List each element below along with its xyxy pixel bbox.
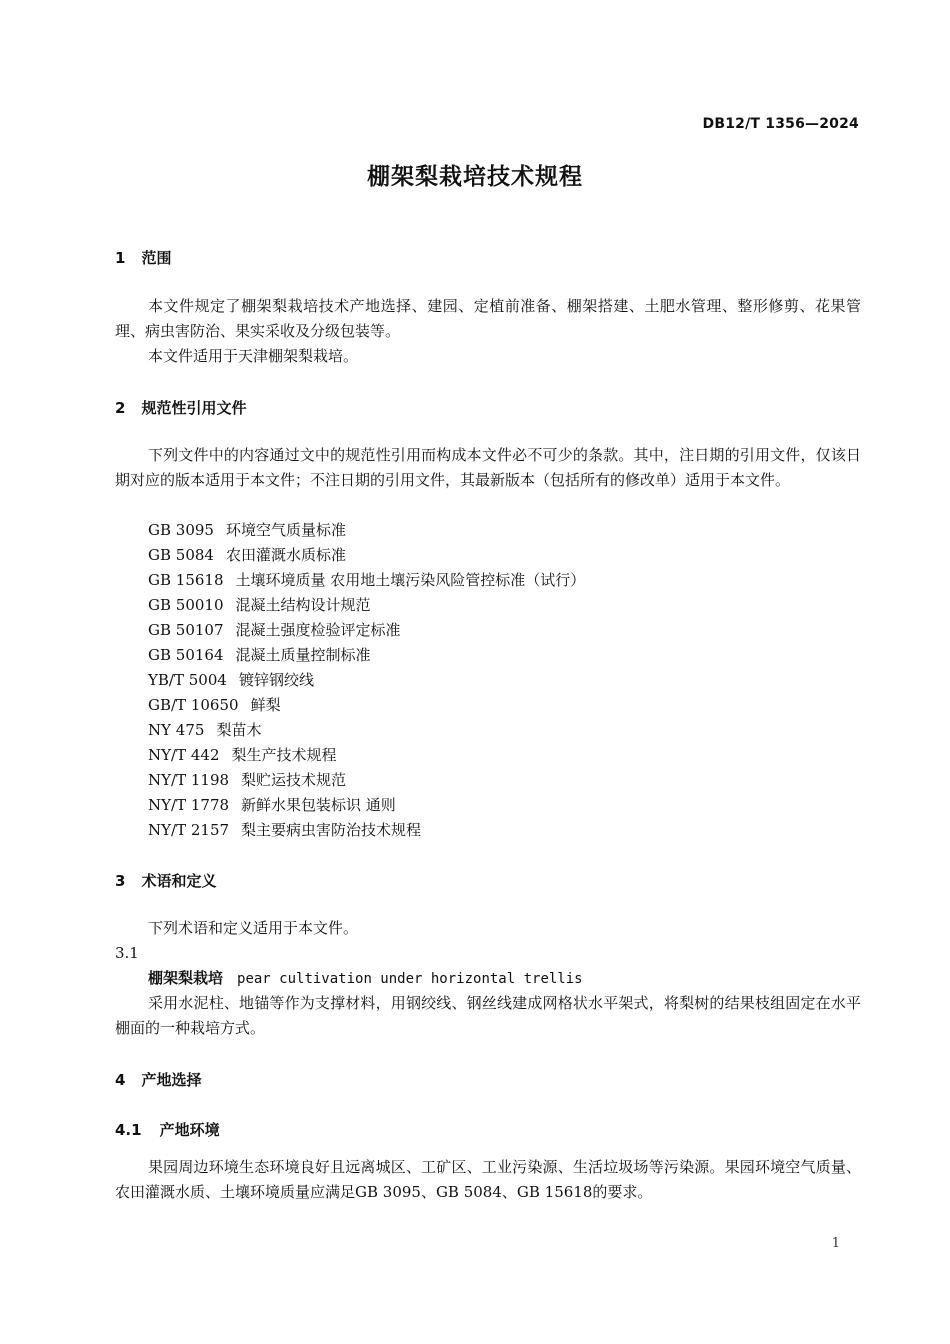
reference-name: 混凝土质量控制标准 [235, 646, 371, 664]
section-title: 范围 [141, 249, 172, 267]
reference-name: 混凝土结构设计规范 [235, 596, 371, 614]
terms-intro: 下列术语和定义适用于本文件。 [148, 919, 359, 937]
reference-name: 梨主要病虫害防治技术规程 [241, 821, 422, 839]
standard-code: DB12/T 1356—2024 [702, 116, 859, 132]
reference-name: 梨苗木 [216, 721, 262, 739]
document-title: 棚架梨栽培技术规程 [367, 164, 583, 190]
reference-code: YB/T 5004 [148, 671, 227, 689]
reference-item [148, 818, 585, 843]
reference-code: NY/T 1778 [148, 796, 230, 814]
subsection-number: 4.1 [115, 1121, 142, 1139]
section-number: 2 [115, 399, 126, 417]
clause-number: 3.1 [115, 944, 139, 962]
reference-name: 梨生产技术规程 [231, 746, 337, 764]
reference-code: GB 50164 [148, 646, 224, 664]
reference-item [148, 793, 585, 818]
reference-name: 混凝土强度检验评定标准 [235, 621, 401, 639]
reference-code: GB 3095 [148, 521, 214, 539]
section-3-heading [115, 870, 216, 891]
reference-item [148, 568, 585, 593]
term-chinese: 棚架梨栽培 [148, 969, 224, 987]
reference-item [148, 518, 585, 543]
reference-item [148, 643, 585, 668]
section-title: 规范性引用文件 [141, 399, 247, 417]
reference-item [148, 718, 585, 743]
references-intro: 下列文件中的内容通过文中的规范性引用而构成本文件必不可少的条款。其中，注日期的引用文件，仅该日期对应的版本适用于本文件；不注日期的引用文件，其最新版本（包括所有的修改单）适用于本文件。 [115, 446, 861, 489]
section-2-heading [115, 397, 246, 418]
reference-name: 农田灌溉水质标准 [225, 546, 346, 564]
term-entry [148, 966, 583, 992]
term-definition: 采用水泥柱、地锚等作为支撑材料，用钢绞线、钢丝线建成网格状水平架式，将梨树的结果枝组固定在水平棚面的一种栽培方式。 [115, 994, 861, 1037]
reference-code: NY 475 [148, 721, 205, 739]
reference-item [148, 543, 585, 568]
environment-paragraph: 果园周边环境生态环境良好且远离城区、工矿区、工业污染源、生活垃圾场等污染源。果园环境空气质量、农田灌溉水质、土壤环境质量应满足GB 3095、GB 5084、GB 15618的要求。 [115, 1158, 861, 1201]
reference-item [148, 593, 585, 618]
reference-code: NY/T 1198 [148, 771, 230, 789]
reference-list [148, 518, 585, 843]
reference-name: 镀锌钢绞线 [238, 671, 314, 689]
section-1-heading [115, 247, 171, 268]
scope-paragraph-1: 本文件规定了棚架梨栽培技术产地选择、建园、定植前准备、棚架搭建、土肥水管理、整形修剪、花果管理、病虫害防治、果实采收及分级包装等。 [115, 297, 861, 340]
reference-code: GB 50010 [148, 596, 224, 614]
reference-code: GB 50107 [148, 621, 224, 639]
reference-code: NY/T 442 [148, 746, 220, 764]
term-english: pear cultivation under horizontal trellis [237, 971, 583, 987]
section-title: 产地选择 [141, 1071, 202, 1089]
section-title: 术语和定义 [141, 872, 217, 890]
subsection-4-1-heading [115, 1119, 220, 1140]
reference-code: GB 15618 [148, 571, 224, 589]
reference-name: 新鲜水果包装标识 通则 [241, 796, 396, 814]
reference-code: GB/T 10650 [148, 696, 239, 714]
subsection-title: 产地环境 [159, 1121, 220, 1139]
page-number: 1 [831, 1236, 840, 1251]
reference-item [148, 618, 585, 643]
section-4-heading [115, 1069, 201, 1090]
reference-code: NY/T 2157 [148, 821, 230, 839]
reference-item [148, 668, 585, 693]
reference-item [148, 768, 585, 793]
section-number: 4 [115, 1071, 126, 1089]
reference-name: 梨贮运技术规范 [241, 771, 347, 789]
scope-paragraph-2: 本文件适用于天津棚架梨栽培。 [148, 347, 359, 365]
reference-name: 土壤环境质量 农用地土壤污染风险管控标准（试行） [235, 571, 586, 589]
section-number: 3 [115, 872, 126, 890]
reference-name: 环境空气质量标准 [225, 521, 346, 539]
section-number: 1 [115, 249, 126, 267]
reference-name: 鲜梨 [250, 696, 281, 714]
reference-code: GB 5084 [148, 546, 214, 564]
reference-item [148, 693, 585, 718]
reference-item [148, 743, 585, 768]
